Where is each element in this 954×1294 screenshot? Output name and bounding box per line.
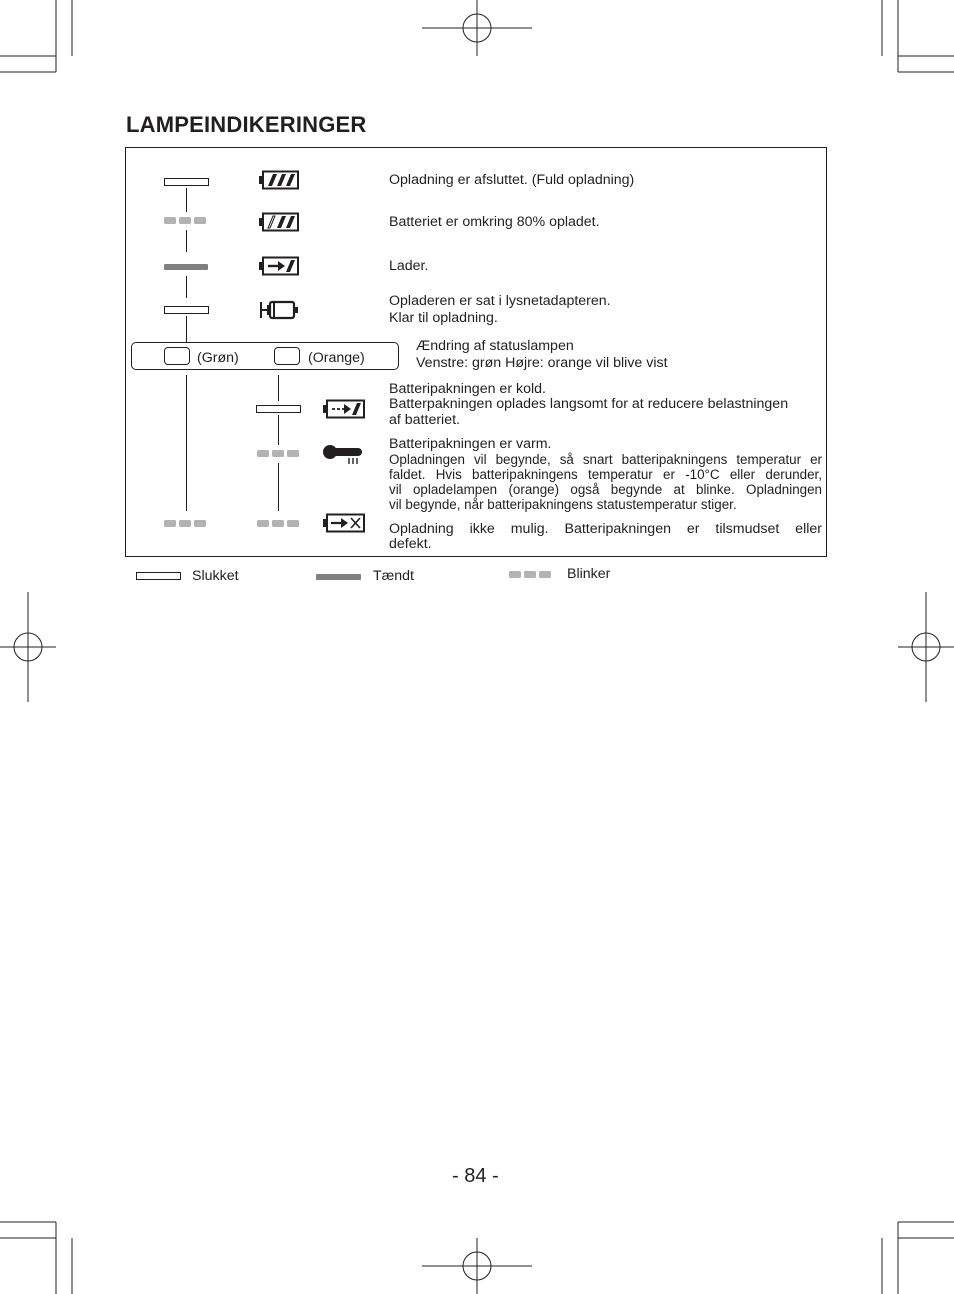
lamp-blink-indicator [257, 450, 299, 457]
orange-label: (Orange) [308, 350, 365, 366]
plug-icon [258, 298, 300, 322]
legend-off-label: Slukket [192, 568, 239, 584]
orange-lamp-symbol [274, 347, 300, 365]
legend-on-symbol [316, 574, 361, 580]
status-change-text-line1: Ændring af statuslampen [416, 338, 574, 354]
battery-error-icon [322, 513, 366, 533]
legend-off-symbol [136, 572, 181, 580]
battery-80-icon [258, 212, 300, 232]
cold-text-line1: Batteripakningen er kold. [389, 381, 546, 397]
error-description [389, 522, 822, 552]
battery-charging-icon [258, 256, 300, 276]
orange-connector-line [278, 415, 279, 445]
connector-line [186, 316, 187, 342]
battery-cold-charging-icon [322, 399, 366, 419]
thermometer-icon [322, 442, 366, 466]
lamp-off-indicator [256, 405, 301, 413]
warm-text-line4: vil begynde, når batteripakningens statustemperatur stiger. [389, 497, 737, 512]
row-80-percent-text: Batteriet er omkring 80% opladet. [389, 214, 600, 230]
row-full-charge-text: Opladning er afsluttet. (Fuld opladning) [389, 172, 635, 188]
row-charging-text: Lader. [389, 258, 429, 274]
warm-text-line2: faldet. Hvis batteripakningens temperatur er -10°C eller derunder, [389, 467, 822, 482]
lamp-blink-indicator [164, 520, 206, 527]
green-label: (Grøn) [197, 350, 239, 366]
legend-on-label: Tændt [373, 568, 415, 584]
lamp-off-indicator [164, 178, 209, 186]
legend-blink-symbol [509, 571, 551, 578]
error-text-line1: Opladning ikke mulig. Batteripakningen er tilsmudset eller [389, 521, 822, 537]
warm-description [389, 452, 822, 512]
warm-heading: Batteripakningen er varm. [389, 436, 552, 452]
legend-blink-label: Blinker [567, 566, 611, 582]
warm-text-line3: vil opladelampen (orange) også begynde at blinke. Opladningen [389, 482, 822, 497]
cold-text-line3: af batteriet. [389, 412, 460, 428]
page-number: - 84 - [452, 1165, 499, 1187]
orange-connector-line [278, 375, 279, 401]
green-lamp-symbol [164, 347, 190, 365]
lamp-blink-indicator [257, 520, 299, 527]
lamp-blink-indicator [164, 217, 206, 224]
row-plugged-text-line1: Opladeren er sat i lysnetadapteren. [389, 293, 611, 309]
connector-line [186, 188, 187, 212]
warm-text-line1: Opladningen vil begynde, så snart batteripakningens temperatur er [389, 452, 822, 467]
orange-connector-line [278, 463, 279, 511]
battery-full-icon [258, 170, 300, 190]
connector-line [186, 276, 187, 298]
status-change-text-line2: Venstre: grøn Højre: orange vil blive vist [416, 355, 668, 371]
cold-text-line2: Batterpakningen oplades langsomt for at reducere belastningen [389, 396, 789, 412]
lamp-on-indicator [164, 264, 208, 270]
page-title: LAMPEINDIKERINGER [126, 112, 367, 137]
green-connector-line [186, 375, 187, 511]
connector-line [186, 230, 187, 252]
error-text-line2: defekt. [389, 536, 432, 552]
lamp-off-indicator [164, 306, 209, 314]
row-plugged-text-line2: Klar til opladning. [389, 310, 498, 326]
